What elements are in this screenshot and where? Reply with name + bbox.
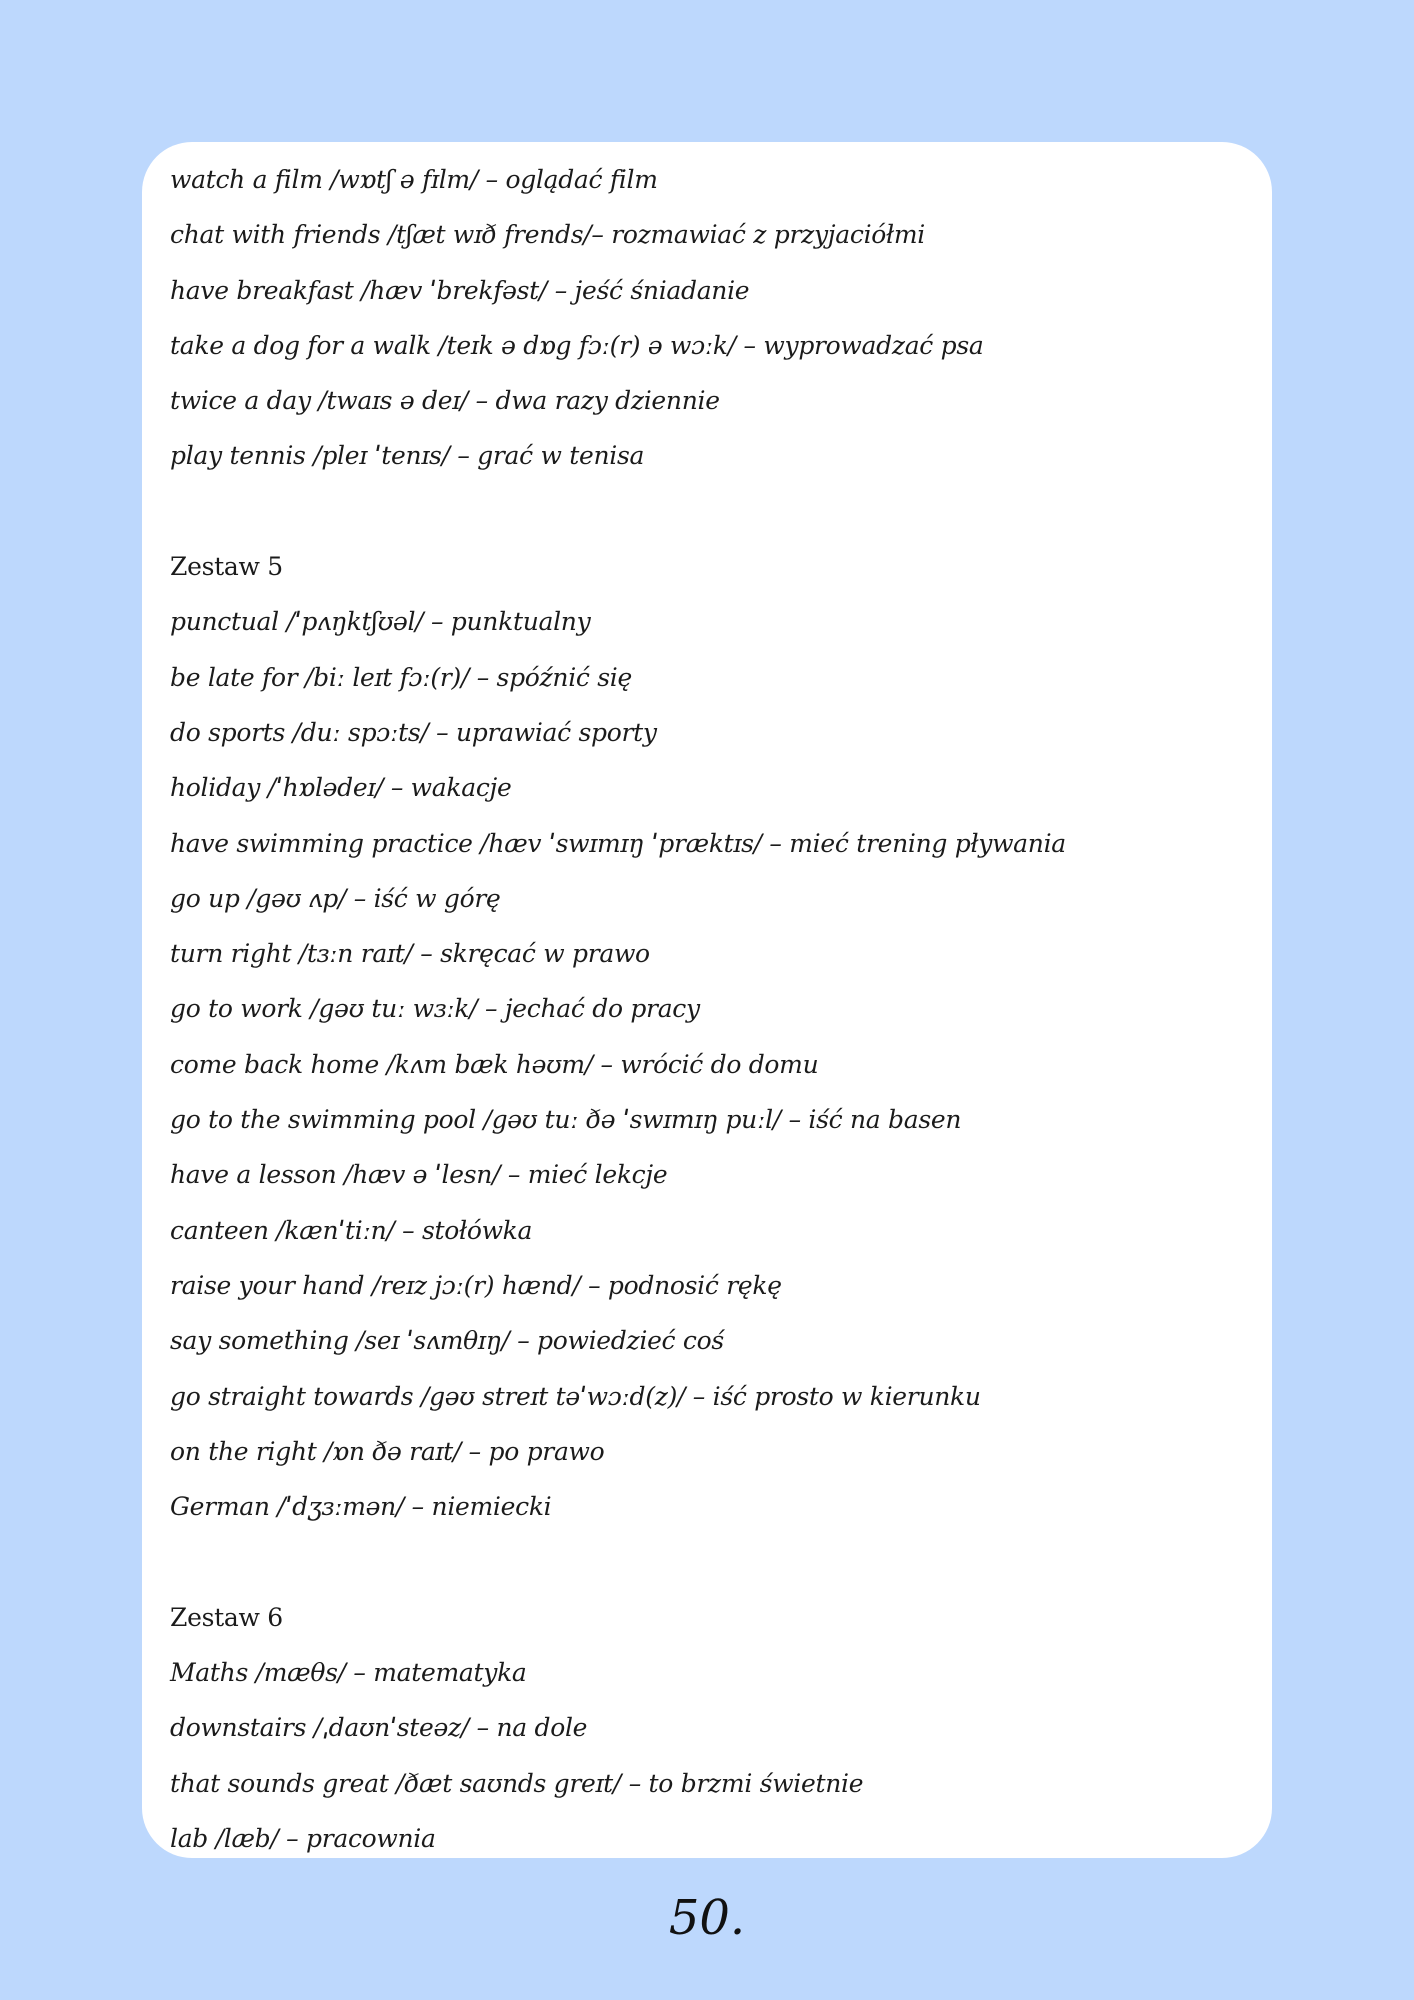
vocab-line: do sports /duː spɔːts/ – uprawiać sporty: [170, 717, 657, 747]
vocab-line: have breakfast /hæv ˈbrekfəst/ – jeść śniadanie: [170, 275, 750, 305]
vocab-line: raise your hand /reɪz jɔː(r) hænd/ – podnosić rękę: [170, 1270, 782, 1300]
blank-line: [170, 484, 1244, 539]
vocab-line: turn right /tɜːn raɪt/ – skręcać w prawo: [170, 939, 650, 969]
section-heading-zestaw-6: Zestaw 6: [170, 1602, 283, 1632]
vocab-line: be late for /biː leɪt fɔː(r)/ – spóźnić się: [170, 662, 632, 692]
vocab-line: on the right /ɒn ðə raɪt/ – po prawo: [170, 1436, 605, 1466]
vocab-line: come back home /kʌm bæk həʊm/ – wrócić do domu: [170, 1049, 819, 1079]
page-number: 50.: [668, 1890, 746, 1946]
blank-line: [170, 1534, 1244, 1589]
vocabulary-list: [170, 152, 1244, 1858]
vocab-line: say something /seɪ ˈsʌmθɪŋ/ – powiedzieć coś: [170, 1326, 724, 1356]
vocab-line: play tennis /pleɪ ˈtenɪs/ – grać w tenisa: [170, 441, 645, 471]
vocabulary-card: [142, 142, 1272, 1858]
vocab-line: go to the swimming pool /gəʊ tuː ðə ˈswɪmɪŋ puːl/ – iść na basen: [170, 1105, 962, 1135]
vocab-line: Maths /mæθs/ – matematyka: [170, 1658, 527, 1688]
section-heading-zestaw-5: Zestaw 5: [170, 552, 283, 582]
vocab-line: have a lesson /hæv ə ˈlesn/ – mieć lekcje: [170, 1160, 668, 1190]
vocab-line: go up /gəʊ ʌp/ – iść w górę: [170, 883, 501, 913]
vocab-line: German /ˈdʒɜːmən/ – niemiecki: [170, 1492, 552, 1522]
vocab-line: take a dog for a walk /teɪk ə dɒg fɔː(r) ə wɔːk/ – wyprowadzać psa: [170, 330, 984, 360]
vocab-line: twice a day /twaɪs ə deɪ/ – dwa razy dziennie: [170, 386, 720, 416]
vocab-line: canteen /kænˈtiːn/ – stołówka: [170, 1215, 533, 1245]
vocab-line: watch a film /wɒtʃ ə fɪlm/ – oglądać film: [170, 165, 658, 194]
vocab-line: go to work /gəʊ tuː wɜːk/ – jechać do pracy: [170, 994, 700, 1024]
vocab-line: go straight towards /gəʊ streɪt təˈwɔːd(z)/ – iść prosto w kierunku: [170, 1381, 981, 1411]
vocab-line: punctual /ˈpʌŋktʃʊəl/ – punktualny: [170, 607, 591, 637]
vocab-line: chat with friends /tʃæt wɪð frends/– rozmawiać z przyjaciółmi: [170, 220, 925, 250]
vocab-line: holiday /ˈhɒlədeɪ/ – wakacje: [170, 773, 512, 803]
vocab-line: have swimming practice /hæv ˈswɪmɪŋ ˈpræktɪs/ – mieć trening pływania: [170, 828, 1066, 858]
vocab-line: downstairs /ˌdaʊnˈsteəz/ – na dole: [170, 1713, 588, 1743]
vocab-line: lab /læb/ – pracownia: [170, 1823, 436, 1853]
vocab-line: that sounds great /ðæt saʊnds greɪt/ – to brzmi świetnie: [170, 1768, 864, 1798]
